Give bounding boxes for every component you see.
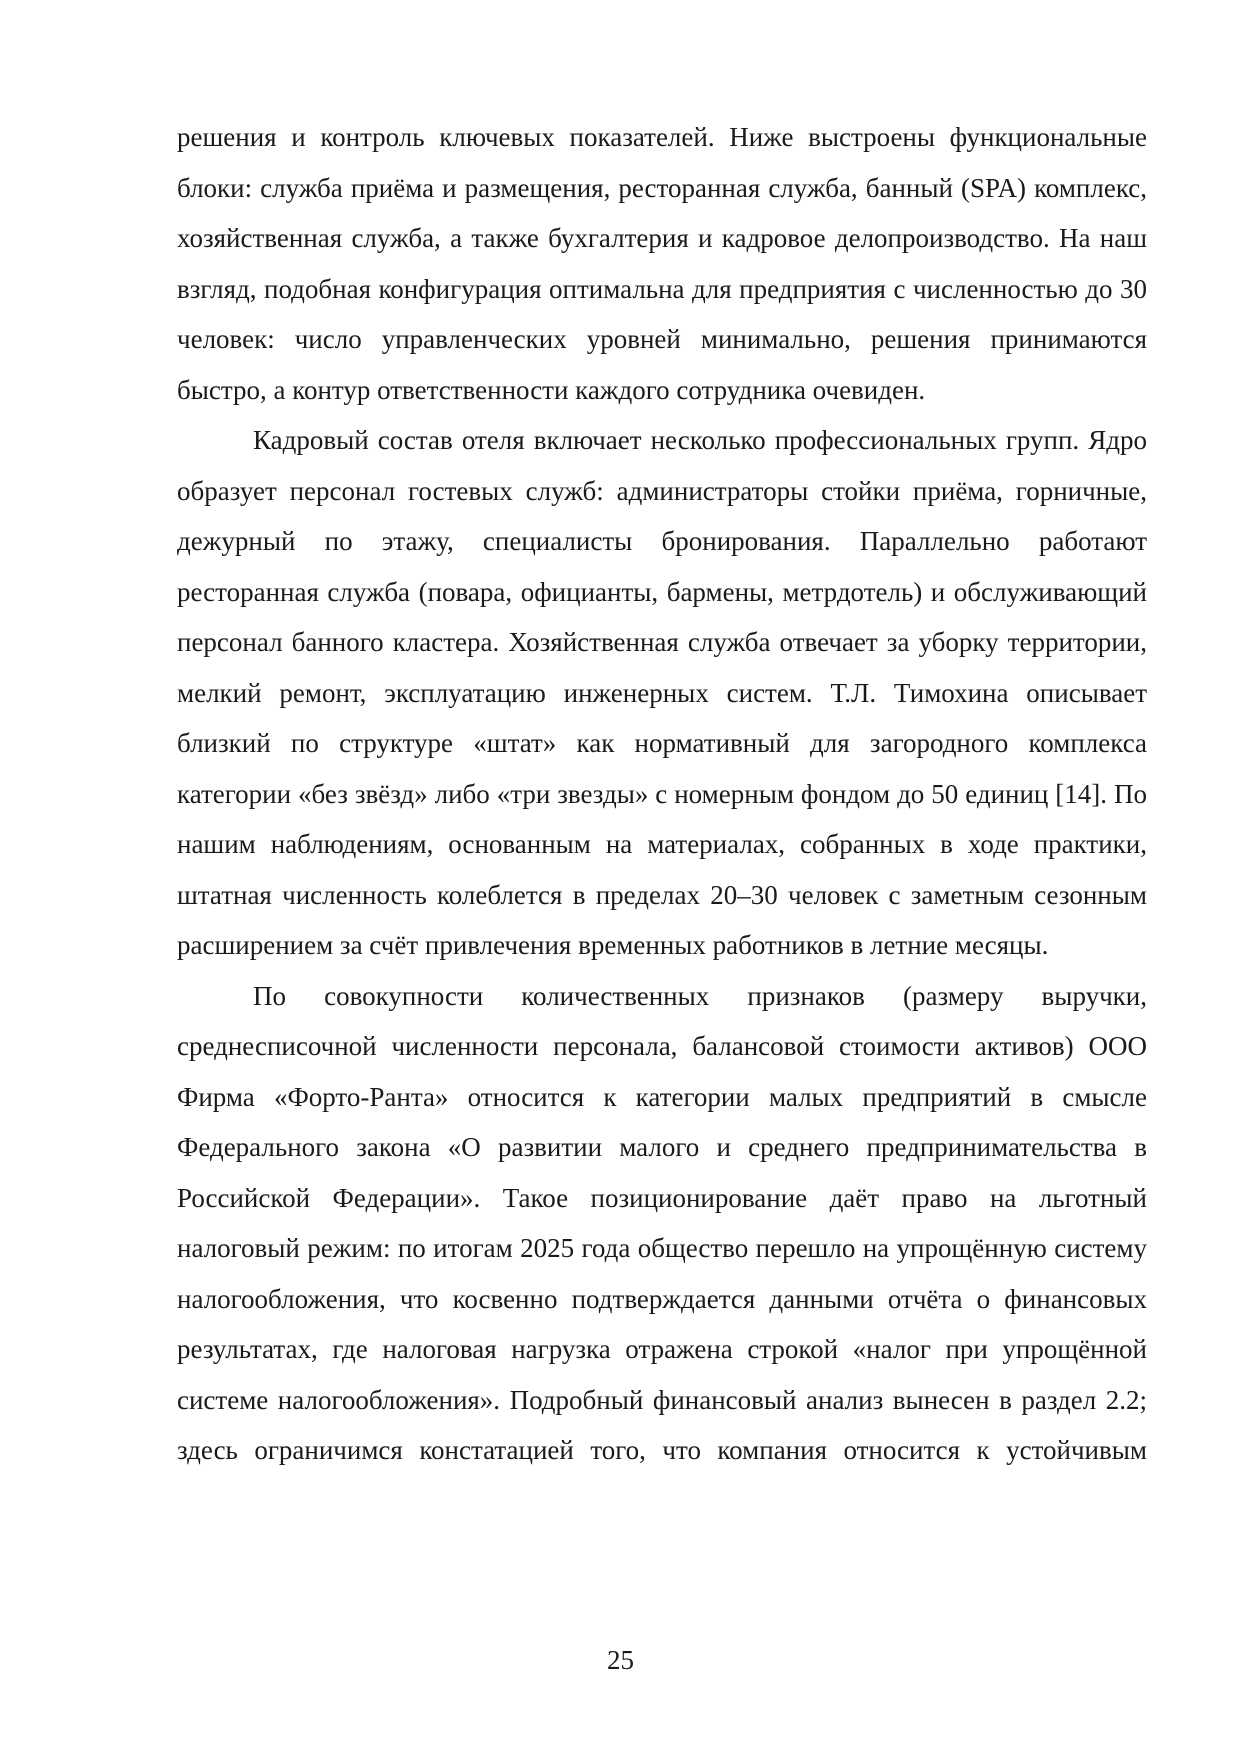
paragraph-continued: решения и контроль ключевых показателей. Ниже выстроены функциональные блоки: служба приёма и размещения, ресторанная служба, банный (SPA) комплекс, хозяйственная служба, а также бухгалтерия и кадровое делопроизводство. На наш взгляд, подобная конфигурация оптимальна для предприятия с численностью до 30 человек: число управленческих уровней минимально, решения принимаются быстро, а контур ответственности каждого сотрудника очевиден. — [177, 122, 1147, 405]
paragraph-classification: По совокупности количественных признаков (размеру выручки, среднесписочной численности персонала, балансовой стоимости активов) ООО Фирма «Форто-Ранта» относится к категории малых предприятий в смысле Федерального закона «О развитии малого и среднего предпринимательства в Российской Федерации». Такое позиционирование даёт право на льготный налоговый режим: по итогам 2025 года общество перешло на упрощённую систему налогообложения, что косвенно подтверждается данными отчёта о финансовых результатах, где налоговая нагрузка отражена строкой «налог при упрощённой системе налогообложения». Подробный финансовый анализ вынесен в раздел 2.2; здесь ограничимся констатацией того, что компания относится к устойчивым — [177, 980, 1147, 1465]
page-number: 25 — [607, 1645, 634, 1675]
text-body — [177, 112, 1147, 1476]
paragraph-staff: Кадровый состав отеля включает несколько профессиональных групп. Ядро образует персонал гостевых служб: администраторы стойки приёма, горничные, дежурный по этажу, специалисты бронирования. Параллельно работают ресторанная служба (повара, официанты, бармены, метрдотель) и обслуживающий персонал банного кластера. Хозяйственная служба отвечает за уборку территории, мелкий ремонт, эксплуатацию инженерных систем. Т.Л. Тимохина описывает близкий по структуре «штат» как нормативный для загородного комплекса категории «без звёзд» либо «три звезды» с номерным фондом до 50 единиц [14]. По нашим наблюдениям, основанным на материалах, собранных в ходе практики, штатная численность колеблется в пределах 20–30 человек с заметным сезонным расширением за счёт привлечения временных работников в летние месяцы. — [177, 425, 1147, 960]
